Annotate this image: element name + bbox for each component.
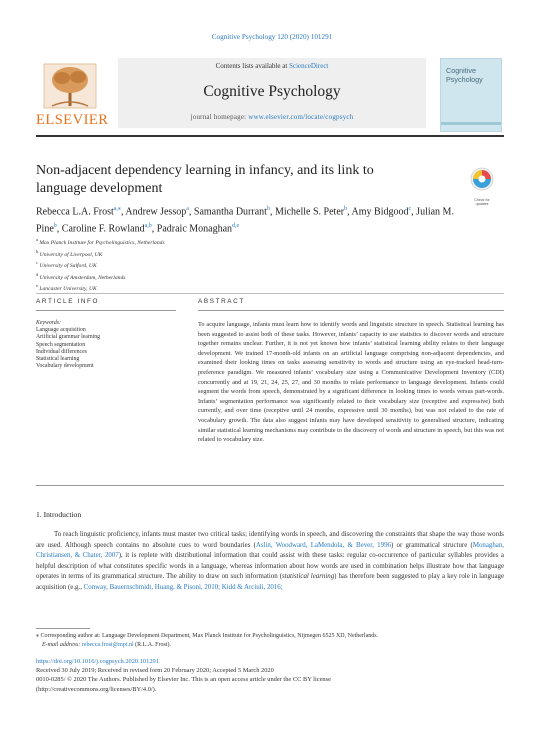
introduction-text-run: statistical learning <box>282 573 335 581</box>
introduction-text-run: ) has therefore been suggested to play a key role in language acquisition (e.g., <box>36 573 505 591</box>
cover-title-line-2: Psychology <box>446 74 483 84</box>
affiliation-marker: e <box>36 283 38 289</box>
author-separator: , <box>56 223 62 235</box>
affiliation-list <box>36 236 336 294</box>
abstract-end-rule <box>36 485 504 486</box>
article-info-column <box>36 298 176 371</box>
keyword-item: Speech segmentation <box>36 341 86 348</box>
citation-link[interactable]: Monaghan, Christiansen, & Chater, 2007 <box>36 541 505 560</box>
received-dates: Received 30 July 2019; Received in revised form 20 February 2020; Accepted 5 March 2020 <box>36 667 274 675</box>
article-title: Non-adjacent dependency learning in infancy, and its link to language development <box>36 163 374 196</box>
keyword-item: Statistical learning <box>36 356 80 363</box>
sciencedirect-link[interactable]: ScienceDirect <box>289 62 329 70</box>
footnote-line-2 <box>36 641 504 650</box>
affiliation-item <box>36 236 336 248</box>
license-line-2: (http://creativecommons.org/licenses/BY/4.0/). <box>36 685 157 693</box>
author-name: Samantha Durrant <box>193 206 267 218</box>
abstract-text: To acquire language, infants must learn how to identify words and linguistic structure in speech. Statistical learning has been suggested to assist both of these tasks. However, infants’ capacity to use statistics to discover words and structure together remains unclear. Further, it is not yet known how infants’ statistical learning ability relates to their language development. We trained 17-month-old infants on an artificial language comprising non-adjacent dependencies, and examined their looking times on tasks assessing sensitivity to words and structure using an eye-tracked head-turn-preference paradigm. We measured infants’ vocabulary size using a Communicative Development Inventory (CDI) concurrently and at 19, 21, 24, 25, 27, and 30 months to relate performance to language development. Infants could segment the words from speech, demonstrated by a significant difference in looking times to words versus part-words. Infants’ segmentation performance was significantly related to their vocabulary size (receptive and expressive) both currently, and over time (receptive until 24 months, expressive until 30 months), but was not related to the rate of vocabulary growth. The data also suggest infants may have developed sensitivity to generalised structure, indicating similar statistical learning mechanisms may contribute to the discovery of words and structure in speech, but this was not related to vocabulary size. <box>198 321 504 444</box>
doi-link[interactable]: https://doi.org/10.1016/j.cogpsych.2020.101291 <box>36 658 159 665</box>
keywords-label: Keywords: <box>36 320 61 326</box>
author-affiliation-marker[interactable]: b <box>344 206 348 212</box>
affiliation-marker: b <box>36 248 39 254</box>
crossmark-icon <box>468 166 496 192</box>
author-separator: , <box>411 206 417 218</box>
author-separator: , <box>120 206 126 218</box>
author-affiliation-marker[interactable]: a,⁎ <box>113 206 121 212</box>
article-info-rule <box>36 310 176 311</box>
homepage-link[interactable]: www.elsevier.com/locate/cogpsych <box>248 113 354 121</box>
cover-strip <box>441 122 501 125</box>
homepage-prefix: journal homepage: <box>190 113 249 121</box>
affiliation-marker: d <box>36 271 39 277</box>
footnote-marker: ⁎ <box>36 633 39 639</box>
introduction-paragraph <box>36 530 504 594</box>
author-affiliation-marker[interactable]: a,b <box>144 223 152 230</box>
keyword-list <box>36 327 176 371</box>
license-line-1: 0010-0285/ © 2020 The Authors. Published by Elsevier Inc. This is an open access article under the CC BY license <box>36 676 331 684</box>
corresponding-author-footnote <box>36 632 504 649</box>
introduction-text-run: ) or grammatical structure ( <box>390 541 473 549</box>
elsevier-tree-emblem-icon <box>42 62 98 110</box>
affiliation-text: University of Liverpool, UK <box>38 251 103 258</box>
author-name: Amy Bidgood <box>351 206 409 218</box>
footnote-text: Corresponding author at: Language Development Department, Max Planck Institute for Psycholinguistics, Nijmegen 6525 XD, Netherlands. <box>39 633 379 639</box>
header-rule <box>36 135 504 137</box>
keyword-item: Vocabulary development <box>36 363 94 370</box>
elsevier-logo <box>36 62 109 130</box>
keyword-item: Individual differences <box>36 348 87 355</box>
author-list <box>36 202 476 237</box>
affiliation-item <box>36 259 336 271</box>
abstract-column <box>198 298 504 445</box>
affiliation-rule <box>36 293 504 294</box>
citation-link[interactable]: Aslin, Woodward, LaMendola, & Bever, 1996 <box>255 541 391 549</box>
author-name: Rebecca L.A. Frost <box>36 206 114 218</box>
crossmark-label: Check for updates <box>474 198 490 206</box>
affiliation-item <box>36 271 336 283</box>
journal-citation[interactable]: Cognitive Psychology 120 (2020) 101291 <box>211 33 333 41</box>
cover-title <box>446 67 483 84</box>
affiliation-marker: c <box>36 260 38 266</box>
author-name: Padraic Monaghan <box>156 223 233 235</box>
affiliation-text: Max Planck Institute for Psycholinguistics, Netherlands <box>38 239 165 246</box>
introduction-text-run: To reach linguistic proficiency, infants must master two critical tasks; identifying words in speech, and discovering the constraints that shape the way those words are used. Although speech contains no absolute cues to word boundaries ( <box>36 531 504 549</box>
journal-homepage-line <box>118 113 426 121</box>
article-info-label: ARTICLE INFO <box>36 298 100 305</box>
author-separator: , <box>269 206 275 218</box>
email-suffix: (R.L.A. Frost). <box>133 641 171 648</box>
author-affiliation-marker[interactable]: d,e <box>232 223 240 230</box>
author-name: Andrew Jessop <box>125 206 187 218</box>
author-affiliation-marker[interactable]: b <box>53 223 57 230</box>
author-name: Julian M. Pine <box>36 206 454 235</box>
author-name: Michelle S. Peter <box>274 206 345 218</box>
keyword-item: Artificial grammar learning <box>36 334 101 341</box>
cover-title-line-1: Cognitive <box>446 66 476 75</box>
affiliation-text: University of Salford, UK <box>38 262 97 269</box>
journal-cover-thumbnail <box>440 58 502 132</box>
affiliation-item <box>36 248 336 260</box>
footnote-rule <box>36 628 90 629</box>
author-separator: , <box>151 223 157 235</box>
citation-link[interactable]: Conway, Bauernschmidt, Huang, & Pisoni, 2010; Kidd & Arciuli, 2016; <box>83 583 283 591</box>
author-separator: , <box>347 206 352 218</box>
introduction-text-run: ), it is replete with distributional information that could assist with these tasks: regular co-occurrence of particular syllables provides a helpful description of what constitutes specific words in a language, whereas information about how words are used in combination helps illustrate how that language operates in terms of its grammatical structure. The ability to draw on such information ( <box>36 552 504 581</box>
author-affiliation-marker[interactable]: c <box>408 206 412 212</box>
email-label: E-mail address: <box>42 641 82 648</box>
email-link[interactable]: rebecca.frost@mpi.nl <box>81 641 134 648</box>
author-separator: , <box>188 206 194 218</box>
abstract-rule <box>198 310 504 311</box>
bibliographic-info <box>36 657 504 694</box>
author-name: Caroline F. Rowland <box>61 223 145 235</box>
crossmark-badge[interactable] <box>468 166 496 206</box>
footnote-line-1 <box>36 632 504 641</box>
affiliation-text: University of Amsterdam, Netherlands <box>38 274 126 281</box>
author-affiliation-marker[interactable]: b <box>266 206 270 212</box>
author-affiliation-marker[interactable]: a <box>186 206 189 212</box>
introduction-heading: 1. Introduction <box>36 510 82 519</box>
affiliation-marker: a <box>36 237 38 242</box>
contents-line <box>118 62 426 70</box>
abstract-label: ABSTRACT <box>198 298 245 305</box>
affiliation-text: Lancaster University, UK <box>38 286 97 293</box>
journal-header-band <box>118 58 426 128</box>
journal-title: Cognitive Psychology <box>203 83 341 100</box>
contents-prefix: Contents lists available at <box>215 62 290 70</box>
elsevier-wordmark: ELSEVIER <box>36 112 109 128</box>
keyword-item: Language acquisition <box>36 327 86 333</box>
